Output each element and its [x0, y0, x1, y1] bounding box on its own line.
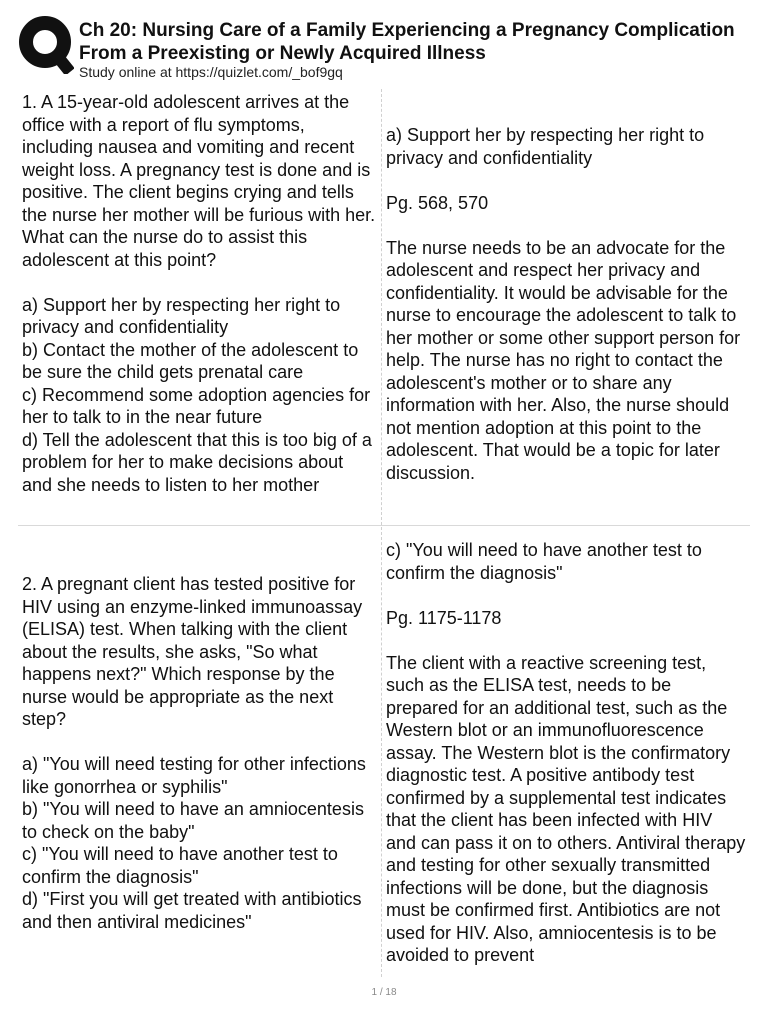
card-1-question-column [22, 91, 376, 496]
card-1-answer-column [386, 124, 746, 484]
page-indicator: 1 / 18 [371, 987, 397, 998]
card-2-option-d: d) "First you will get treated with antibiotics and then antiviral medicines" [22, 889, 362, 932]
title-line-2: From a Preexisting or Newly Acquired Illness [79, 43, 486, 64]
card-2-question-column [22, 573, 376, 933]
card-1-question: 1. A 15-year-old adolescent arrives at the office with a report of flu symptoms, including nausea and vomiting and recent weight loss. A pregnancy test is done and is positive. The client begins crying and tells the nurse her mother will be furious with her. What can the nurse do to assist this adolescent at this point? [22, 92, 376, 270]
card-1-option-d: d) Tell the adolescent that this is too big of a problem for her to make decisions about and she needs to listen to her mother [22, 429, 372, 495]
flashcard-1 [18, 89, 750, 525]
card-2-question: 2. A pregnant client has tested positive for HIV using an enzyme-linked immunoassay (ELISA) test. When talking with the client about the results, she asks, "So what happens next?" Which response by the nurse would be appropriate as the next step? [22, 574, 363, 729]
card-1-rationale: The nurse needs to be an advocate for the adolescent and respect her privacy and confidentiality. It would be advisable for the nurse to encourage the adolescent to talk to her mother or some other support person for help. The nurse has no right to contact the adolescent's mother or to share any information with her. Also, the nurse should not mention adoption at this point to the adolescent. That would be a topic for later discussion. [386, 237, 741, 483]
card-2-answer: c) "You will need to have another test to confirm the diagnosis" [386, 540, 702, 583]
card-1-column-separator [381, 89, 382, 525]
quizlet-logo-icon [18, 14, 74, 74]
card-2-column-separator [381, 527, 382, 977]
card-1-page-ref: Pg. 568, 570 [386, 192, 489, 213]
card-1-option-c: c) Recommend some adoption agencies for her to talk to in the near future [22, 384, 371, 427]
study-online-link[interactable]: Study online at https://quizlet.com/_bof9gq [79, 64, 343, 80]
title-line-1: Ch 20: Nursing Care of a Family Experiencing a Pregnancy Complication [79, 20, 735, 41]
card-2-rationale: The client with a reactive screening test, such as the ELISA test, needs to be prepared for an additional test, such as the Western blot or an immunofluorescence assay. The Western blot is the confirmatory diagnostic test. A positive antibody test confirmed by a supplemental test indicates that the client has been infected with HIV and can pass it on to others. Antiviral therapy and testing for other sexually transmitted infections will be done, but the diagnosis must be confirmed first. Antibiotics are not used for HIV. Also, amniocentesis is to be avoided to prevent [386, 652, 746, 965]
card-1-answer: a) Support her by respecting her right to privacy and confidentiality [386, 125, 705, 168]
card-2-page-ref: Pg. 1175-1178 [386, 607, 502, 628]
page-title [79, 19, 768, 65]
card-2-answer-column [386, 539, 746, 967]
page-header [0, 0, 768, 90]
card-2-option-b: b) "You will need to have an amniocentesis to check on the baby" [22, 799, 364, 842]
flashcard-2 [18, 527, 750, 977]
card-2-option-a: a) "You will need testing for other infections like gonorrhea or syphilis" [22, 754, 366, 797]
card-2-option-c: c) "You will need to have another test to confirm the diagnosis" [22, 844, 338, 887]
card-1-option-b: b) Contact the mother of the adolescent to be sure the child gets prenatal care [22, 339, 359, 382]
card-1-option-a: a) Support her by respecting her right to privacy and confidentiality [22, 294, 341, 337]
card-divider [18, 525, 750, 526]
